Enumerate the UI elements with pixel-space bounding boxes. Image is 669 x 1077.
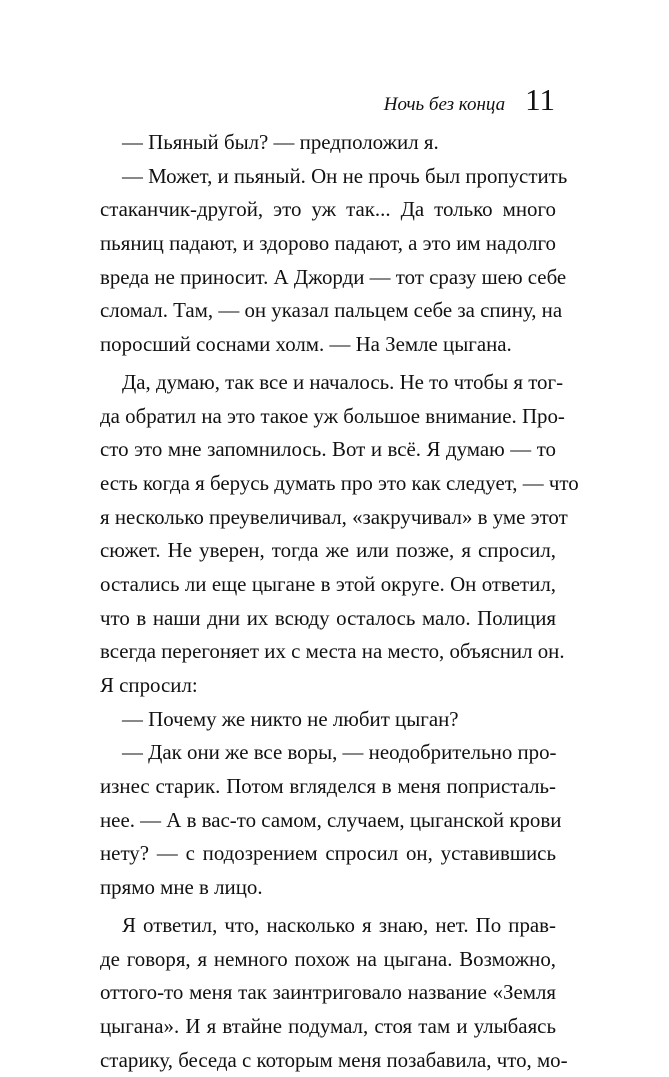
- text-line: прямо мне в лицо.: [100, 875, 263, 900]
- text-line: де говоря, я немного похож на цыгана. Возможно,: [100, 946, 556, 971]
- text-line: изнес старик. Потом вгляделся в меня попристаль-: [100, 774, 556, 799]
- text-line: сломал. Там, — он указал пальцем себе за спину, на: [100, 298, 563, 323]
- text-line: да обратил на это такое уж большое внимание. Про-: [100, 403, 565, 428]
- text-line: стаканчик-другой, это уж так... Да только много: [100, 197, 556, 222]
- running-title: Ночь без конца: [383, 94, 506, 115]
- text-line: старику, беседа с которым меня позабавила, что, мо-: [100, 1047, 568, 1072]
- text-line: есть когда я берусь думать про это как следует, — что: [100, 470, 579, 495]
- text-line: нее. — А в вас-то самом, случаем, цыганской крови: [100, 807, 562, 832]
- text-line: остались ли еще цыгане в этой округе. Он ответил,: [100, 571, 556, 596]
- text-line: сто это мне запомнилось. Вот и всё. Я думаю — то: [100, 437, 556, 462]
- text-line: Я спросил:: [100, 673, 198, 697]
- text-line: пьяниц падают, и здорово падают, а это им надолго: [100, 231, 556, 256]
- text-line: оттого-то меня так заинтриговало название «Земля: [100, 980, 556, 1005]
- text-line: Да, думаю, так все и началось. Не то чтобы я тог-: [122, 369, 564, 394]
- text-line: я несколько преувеличивал, «закручивал» в уме этот: [100, 504, 568, 529]
- text-line: Я ответил, что, насколько я знаю, нет. По прав-: [122, 912, 556, 937]
- text-line: всегда перегоняет их с места на место, объяснил он.: [100, 639, 565, 664]
- text-line: цыгана». И я втайне подумал, стоя там и улыбаясь: [100, 1013, 556, 1038]
- text-line: — Может, и пьяный. Он не прочь был пропустить: [122, 163, 568, 188]
- text-line: что в наши дни их всюду осталось мало. Полиция: [100, 605, 556, 630]
- text-line: — Дак они же все воры, — неодобрительно про-: [122, 740, 557, 765]
- page-number: 11: [525, 82, 555, 117]
- body-text: [100, 126, 579, 1077]
- text-line: нету? — с подозрением спросил он, уставившись: [100, 841, 556, 866]
- text-line: поросший соснами холм. — На Земле цыгана.: [100, 332, 512, 357]
- page-header: [0, 82, 555, 118]
- text-line: — Почему же никто не любит цыган?: [122, 706, 459, 731]
- text-line: — Пьяный был? — предположил я.: [122, 130, 439, 154]
- text-line: вреда не приносит. А Джорди — тот сразу шею себе: [100, 264, 567, 289]
- text-line: сюжет. Не уверен, тогда же или позже, я спросил,: [100, 538, 556, 563]
